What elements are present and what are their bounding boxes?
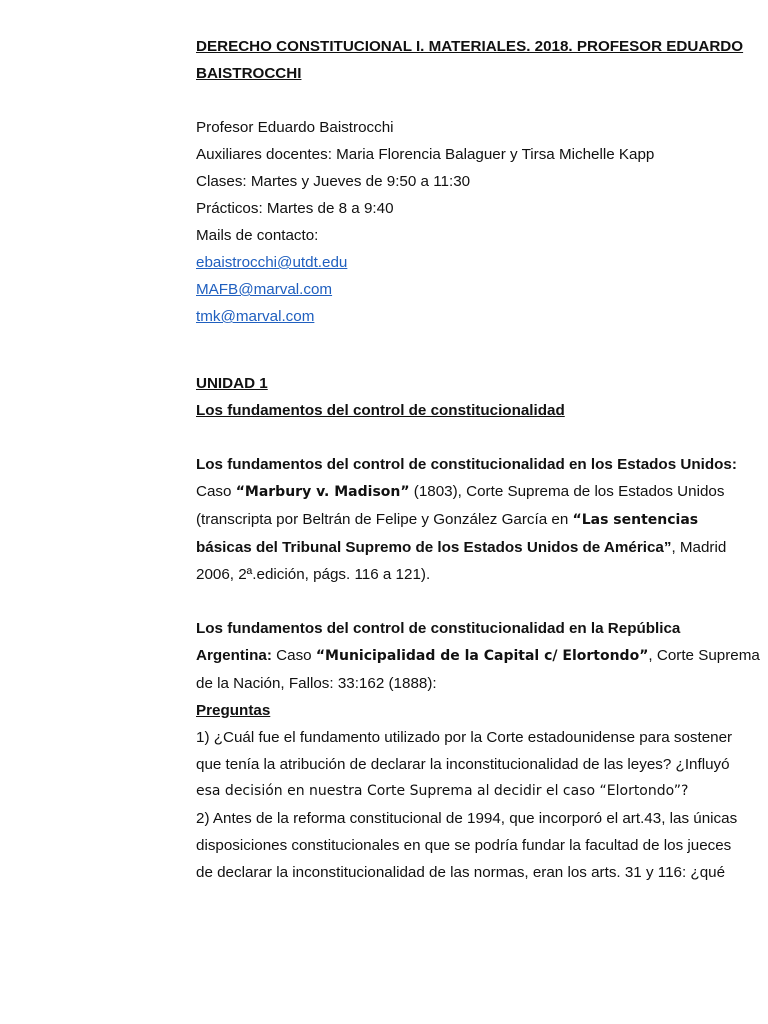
section-us-line-3 <box>196 506 744 534</box>
spacer <box>196 330 744 370</box>
document-body <box>196 33 760 886</box>
question-2-line-3: de declarar la inconstitucionalidad de las normas, eran los arts. 31 y 116: ¿qué <box>196 864 726 881</box>
madrid-text: , Madrid <box>671 539 727 556</box>
section-us-heading: Los fundamentos del control de constitucionalidad en los Estados Unidos: <box>196 456 737 473</box>
sentencias-title-b: básicas del Tribunal Supremo de los Estados Unidos de América” <box>196 539 672 556</box>
caso-name-marbury: “Marbury v. Madison” <box>235 484 410 500</box>
clases-line: Clases: Martes y Jueves de 9:50 a 11:30 <box>196 173 471 190</box>
unidad-section <box>196 370 744 424</box>
argentina-label: Argentina: <box>196 647 272 664</box>
email-link-baistrocchi[interactable]: ebaistrocchi@utdt.edu <box>196 254 348 271</box>
spacer <box>196 424 744 451</box>
caso-rest: , Corte Suprema <box>648 647 760 664</box>
preguntas-section <box>196 697 744 886</box>
unidad-heading: UNIDAD 1 <box>196 375 268 392</box>
course-info <box>196 114 744 330</box>
question-1-line-2: que tenía la atribución de declarar la inconstitucionalidad de las leyes? ¿Influyó <box>196 756 730 773</box>
question-2-line-1: 2) Antes de la reforma constitucional de 1994, que incorporó el art.43, las únicas <box>196 810 738 827</box>
sentencias-title-a: “Las sentencias <box>572 512 699 528</box>
spacer <box>196 87 744 114</box>
profesor-line: Profesor Eduardo Baistrocchi <box>196 119 394 136</box>
question-1-line-1: 1) ¿Cuál fue el fundamento utilizado por la Corte estadounidense para sostener <box>196 729 733 746</box>
section-ar-line-2 <box>196 642 760 670</box>
auxiliares-line: Auxiliares docentes: Maria Florencia Balaguer y Tirsa Michelle Kapp <box>196 146 655 163</box>
section-ar-heading: Los fundamentos del control de constitucionalidad en la República <box>196 620 681 637</box>
section-argentina <box>196 615 760 697</box>
question-2-line-2: disposiciones constitucionales en que se podría fundar la facultad de los jueces <box>196 837 732 854</box>
caso-rest: (1803), Corte Suprema de los Estados Unidos <box>409 483 725 500</box>
section-estados-unidos <box>196 451 744 588</box>
unidad-subheading: Los fundamentos del control de constitucionalidad <box>196 402 565 419</box>
spacer <box>196 588 744 615</box>
mails-label: Mails de contacto: <box>196 227 319 244</box>
document-title: DERECHO CONSTITUCIONAL I. MATERIALES. 2018. PROFESOR EDUARDO BAISTROCCHI <box>196 38 744 82</box>
section-us-line-5: 2006, 2ª.edición, págs. 116 a 121). <box>196 566 431 583</box>
caso-name-elortondo: “Municipalidad de la Capital c/ Elortondo” <box>315 648 649 664</box>
question-1-line-3: esa decisión en nuestra Corte Suprema al decidir el caso “Elortondo”? <box>196 783 689 799</box>
section-us-line-2 <box>196 478 744 506</box>
preguntas-heading: Preguntas <box>196 702 271 719</box>
email-link-mafb[interactable]: MAFB@marval.com <box>196 281 333 298</box>
practicos-line: Prácticos: Martes de 8 a 9:40 <box>196 200 394 217</box>
section-us-line-4 <box>196 534 744 561</box>
section-ar-line-3: de la Nación, Fallos: 33:162 (1888): <box>196 675 437 692</box>
email-link-tmk[interactable]: tmk@marval.com <box>196 308 315 325</box>
transcripta-text: (transcripta por Beltrán de Felipe y González García en <box>196 511 573 528</box>
caso-prefix: Caso <box>196 483 236 500</box>
caso-prefix: Caso <box>271 647 316 664</box>
